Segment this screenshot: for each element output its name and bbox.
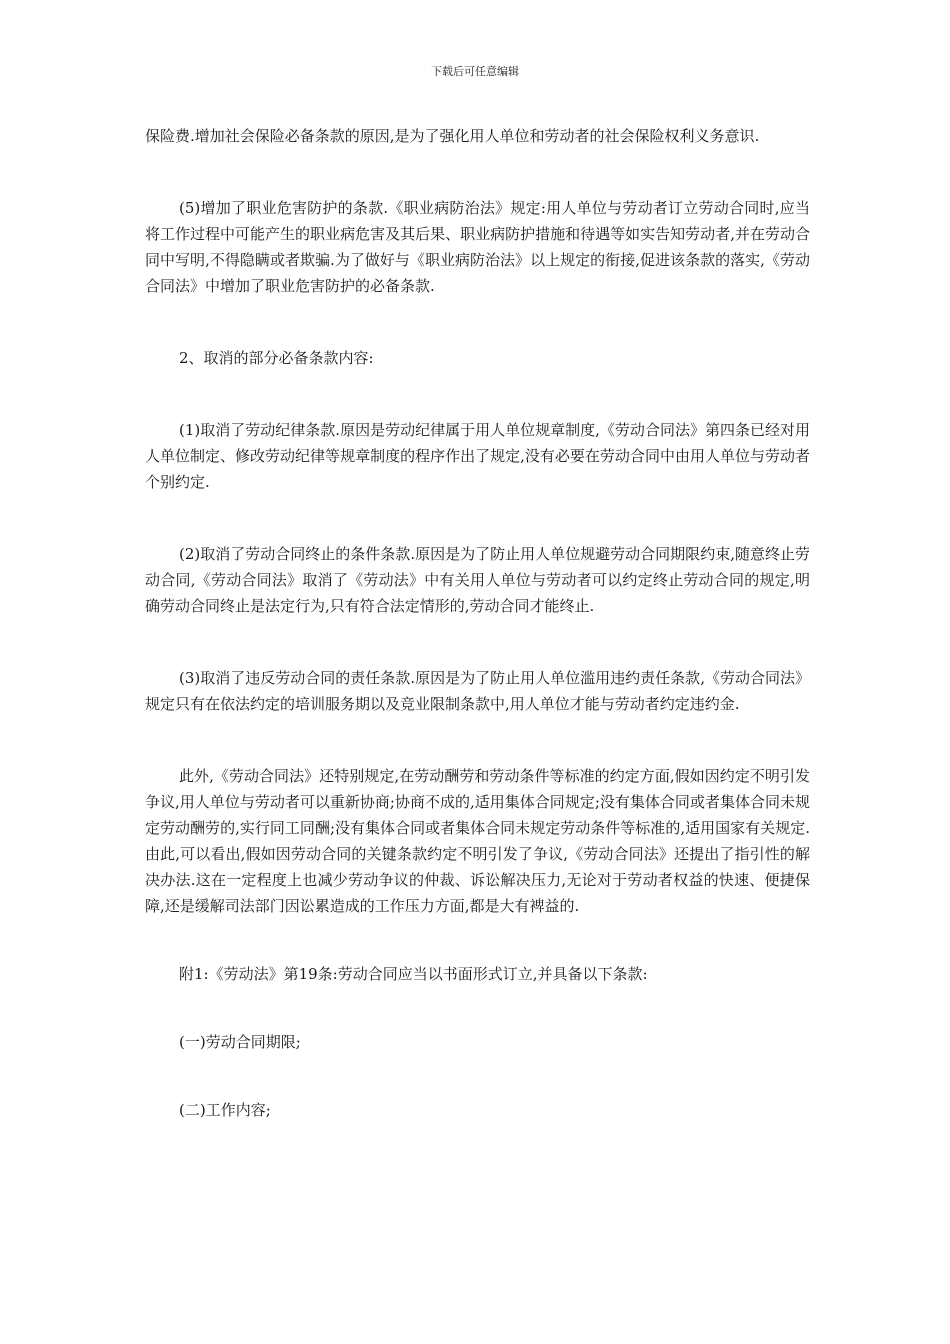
paragraph-termination-conditions: (2)取消了劳动合同终止的条件条款.原因是为了防止用人单位规避劳动合同期限约束,随意终止劳动合同,《劳动合同法》取消了《劳动法》中有关用人单位与劳动者可以约定终止劳动合同的规定,明确劳动合同终止是法定行为,只有符合法定情形的,劳动合同才能终止. (145, 545, 810, 615)
document-body (145, 123, 810, 1123)
section-heading-cancelled-clauses: 2、取消的部分必备条款内容: (179, 349, 374, 367)
appendix-heading: 附1:《劳动法》第19条:劳动合同应当以书面形式订立,并具备以下条款: (179, 965, 648, 983)
page-header: 下载后可任意编辑 (431, 65, 519, 78)
paragraph-labor-discipline: (1)取消了劳动纪律条款.原因是劳动纪律属于用人单位规章制度,《劳动合同法》第四条已经对用人单位制定、修改劳动纪律等规章制度的程序作出了规定,没有必要在劳动合同中由用人单位与劳动者个别约定. (145, 421, 810, 491)
paragraph-social-insurance: 保险费.增加社会保险必备条款的原因,是为了强化用人单位和劳动者的社会保险权利义务意识. (145, 127, 760, 145)
paragraph-additional-provisions: 此外,《劳动合同法》还特别规定,在劳动酬劳和劳动条件等标准的约定方面,假如因约定不明引发争议,用人单位与劳动者可以重新协商;协商不成的,适用集体合同规定;没有集体合同或者集体合同未规定劳动酬劳的,实行同工同酬;没有集体合同或者集体合同未规定劳动条件等标准的,适用国家有关规定.由此,可以看出,假如因劳动合同的关键条款约定不明引发了争议,《劳动合同法》还提出了指引性的解决办法.这在一定程度上也减少劳动争议的仲裁、诉讼解决压力,无论对于劳动者权益的快速、便捷保障,还是缓解司法部门因讼累造成的工作压力方面,都是大有裨益的. (145, 767, 810, 915)
paragraph-liability-clause: (3)取消了违反劳动合同的责任条款.原因是为了防止用人单位滥用违约责任条款,《劳动合同法》规定只有在依法约定的培训服务期以及竞业限制条款中,用人单位才能与劳动者约定违约金. (145, 669, 810, 713)
list-item-contract-term: (一)劳动合同期限; (179, 1033, 301, 1051)
paragraph-occupational-hazard: (5)增加了职业危害防护的条款.《职业病防治法》规定:用人单位与劳动者订立劳动合同时,应当将工作过程中可能产生的职业病危害及其后果、职业病防护措施和待遇等如实告知劳动者,并在劳动合同中写明,不得隐瞒或者欺骗.为了做好与《职业病防治法》以上规定的衔接,促进该条款的落实,《劳动合同法》中增加了职业危害防护的必备条款. (145, 199, 810, 295)
list-item-work-content: (二)工作内容; (179, 1101, 271, 1119)
